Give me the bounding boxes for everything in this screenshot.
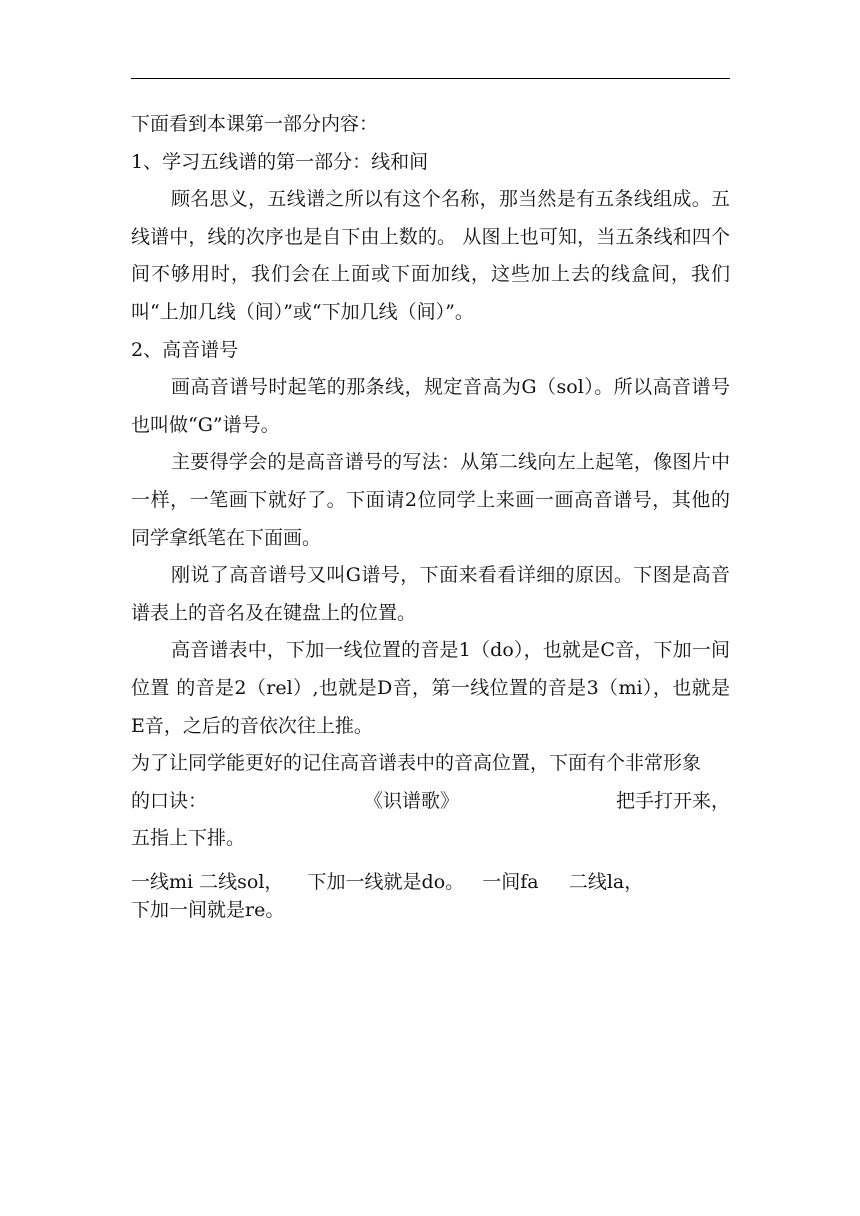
section2-paragraph-3: 刚说了高音谱号又叫G谱号，下面来看看详细的原因。下图是高音谱表上的音名及在键盘上的位置。 [131, 564, 730, 624]
section2-paragraph-4: 高音谱表中，下加一线位置的音是1（do），也就是C音，下加一间位置 的音是2（rel）,也就是D音，第一线位置的音是3（mi），也就是E音，之后的音依次往上推。 [131, 639, 730, 737]
intro-text: 下面看到本课第一部分内容： [131, 113, 379, 135]
mnemonic-lead-label: 的口诀： [131, 789, 208, 812]
rhyme-block [131, 868, 730, 924]
mnemonic-intro: 为了让同学能更好的记住高音谱表中的音高位置，下面有个非常形象 [131, 752, 702, 775]
song-line-1: 把手打开来， [615, 789, 730, 812]
song-line-2: 五指上下排。 [131, 827, 246, 850]
rhyme-line-2: 下加一间就是re。 [131, 898, 285, 921]
document-body [131, 106, 730, 924]
section2-heading: 2、高音谱号 [131, 338, 239, 361]
section2-paragraph-1: 画高音谱号时起笔的那条线，规定音高为G（sol）。所以高音谱号也叫做“G”谱号。 [131, 376, 730, 436]
rhyme-line-1: 一线mi 二线sol， 下加一线就是do。 一间fa 二线la， [131, 870, 644, 893]
header-rule [131, 78, 730, 79]
section2-paragraph-2: 主要得学会的是高音谱号的写法：从第二线向左上起笔，像图片中一样，一笔画下就好了。下面请2位同学上来画一画高音谱号，其他的同学拿纸笔在下面画。 [131, 451, 730, 549]
mnemonic-title-row [131, 783, 730, 821]
song-title: 《识谱歌》 [363, 789, 459, 812]
section1-paragraph: 顾名思义，五线谱之所以有这个名称，那当然是有五条线组成。五线谱中，线的次序也是自下由上数的。 从图上也可知，当五条线和四个间不够用时，我们会在上面或下面加线，这些加上去的线盒间，我们叫“上加几线（间）”或“下加几线（间）”。 [131, 188, 730, 323]
section1-heading: 1、学习五线谱的第一部分：线和间 [131, 150, 429, 173]
